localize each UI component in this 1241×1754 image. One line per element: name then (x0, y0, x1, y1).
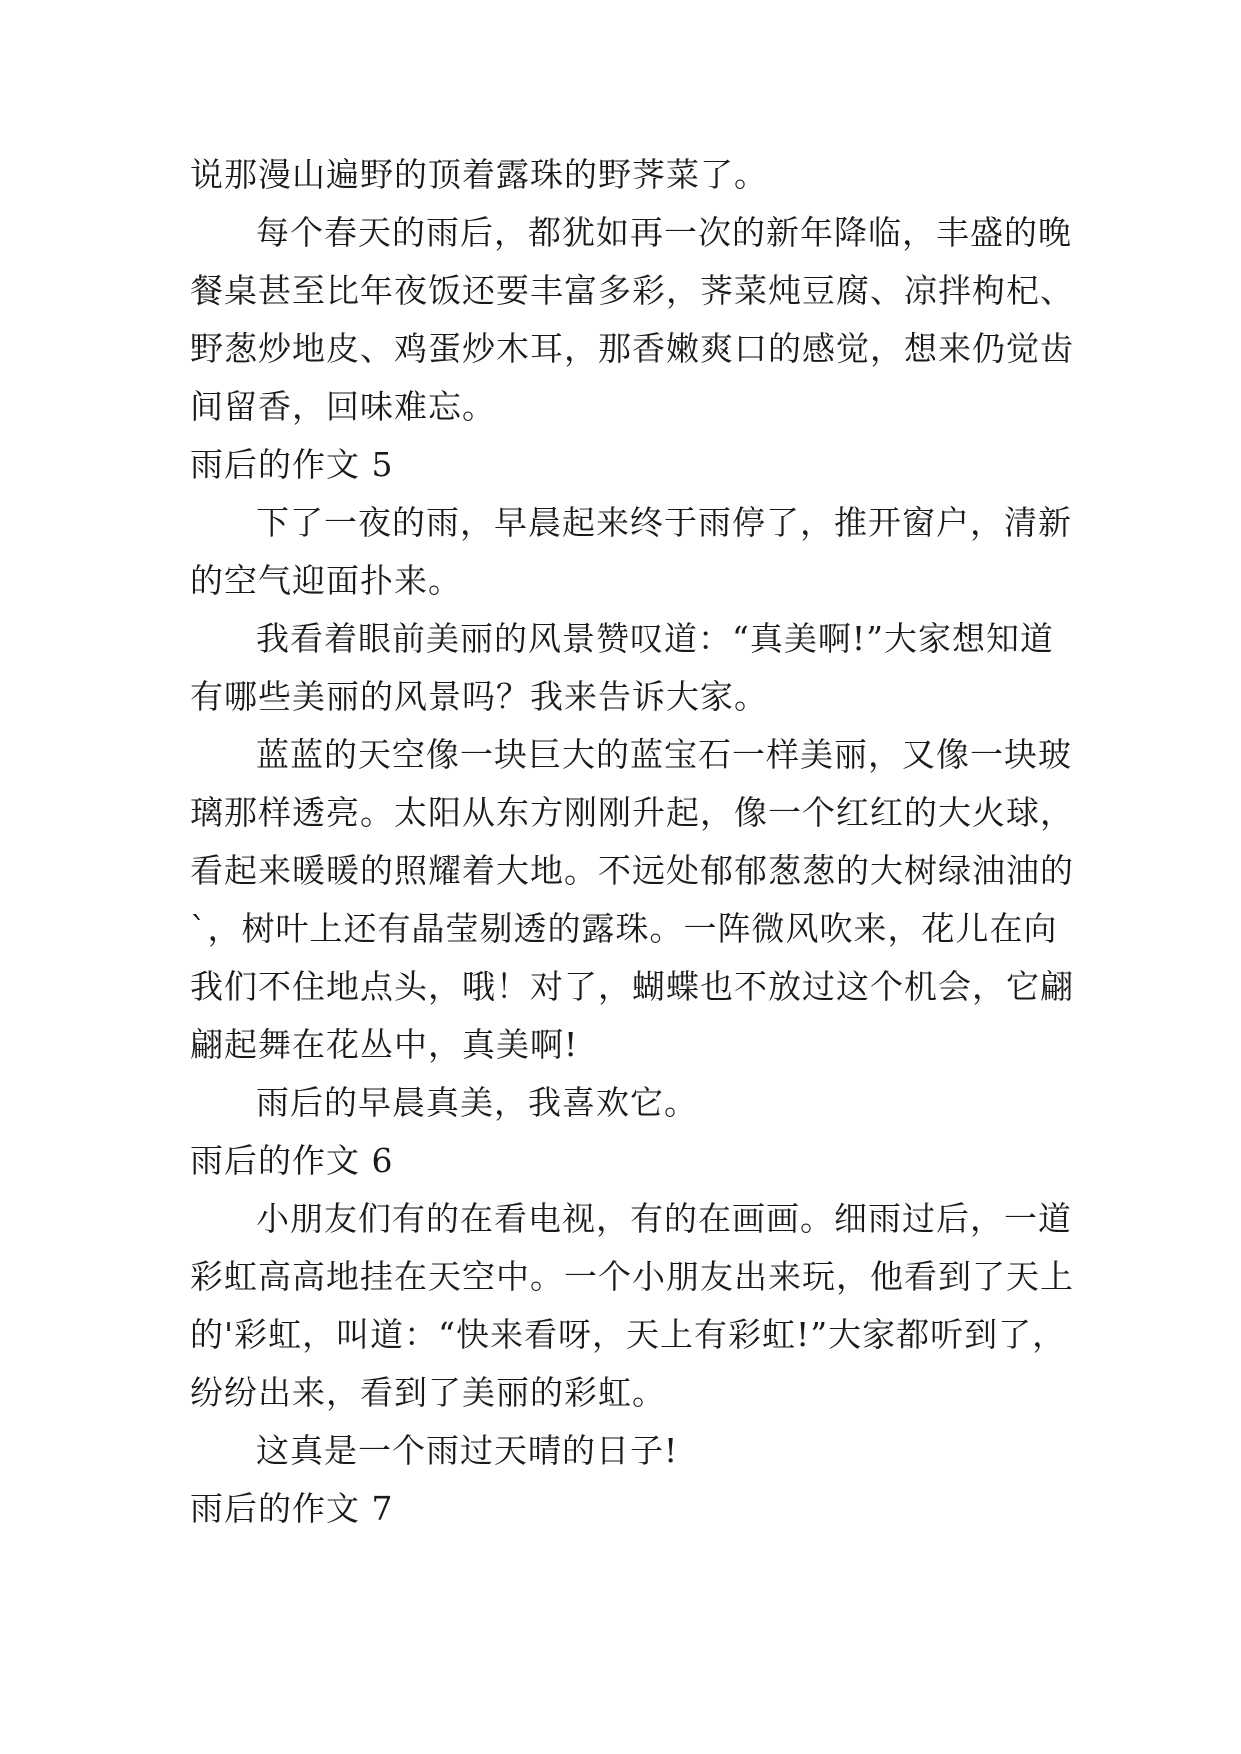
paragraph-line: 翩起舞在花丛中，真美啊! (190, 1025, 579, 1064)
section-heading: 雨后的作文 5 (190, 445, 394, 484)
paragraph-line: 的空气迎面扑来。 (190, 561, 462, 600)
section-heading: 雨后的作文 6 (190, 1141, 394, 1180)
paragraph-line: 下了一夜的雨，早晨起来终于雨停了，推开窗户，清新 (256, 503, 1072, 542)
paragraph-line: 我看着眼前美丽的风景赞叹道：“真美啊!”大家想知道 (256, 619, 1055, 658)
paragraph-line: 每个春天的雨后，都犹如再一次的新年降临，丰盛的晚 (256, 213, 1072, 252)
paragraph-line: 野葱炒地皮、鸡蛋炒木耳，那香嫩爽口的感觉，想来仍觉齿 (190, 329, 1074, 368)
paragraph-line: 蓝蓝的天空像一块巨大的蓝宝石一样美丽，又像一块玻 (256, 735, 1072, 774)
paragraph-line: 璃那样透亮。太阳从东方刚刚升起，像一个红红的大火球， (190, 793, 1074, 832)
paragraph-line: 的'彩虹，叫道：“快来看呀，天上有彩虹!”大家都听到了， (190, 1315, 1067, 1354)
paragraph-line: 雨后的早晨真美，我喜欢它。 (256, 1083, 698, 1122)
section-heading: 雨后的作文 7 (190, 1489, 394, 1528)
paragraph-line: 看起来暖暖的照耀着大地。不远处郁郁葱葱的大树绿油油的 (190, 851, 1074, 890)
paragraph-line: 说那漫山遍野的顶着露珠的野荠菜了。 (190, 155, 768, 194)
paragraph-line: 小朋友们有的在看电视，有的在画画。细雨过后，一道 (256, 1199, 1072, 1238)
paragraph-line: 彩虹高高地挂在天空中。一个小朋友出来玩，他看到了天上 (190, 1257, 1074, 1296)
paragraph-line: 纷纷出来，看到了美丽的彩虹。 (190, 1373, 666, 1412)
paragraph-line: `，树叶上还有晶莹剔透的露珠。一阵微风吹来，花儿在向 (190, 909, 1058, 948)
paragraph-line: 餐桌甚至比年夜饭还要丰富多彩，荠菜炖豆腐、凉拌枸杞、 (190, 271, 1074, 310)
paragraph-line: 我们不住地点头，哦！对了，蝴蝶也不放过这个机会，它翩 (190, 967, 1074, 1006)
paragraph-line: 间留香，回味难忘。 (190, 387, 496, 426)
paragraph-line: 这真是一个雨过天晴的日子! (256, 1431, 679, 1470)
paragraph-line: 有哪些美丽的风景吗？我来告诉大家。 (190, 677, 768, 716)
